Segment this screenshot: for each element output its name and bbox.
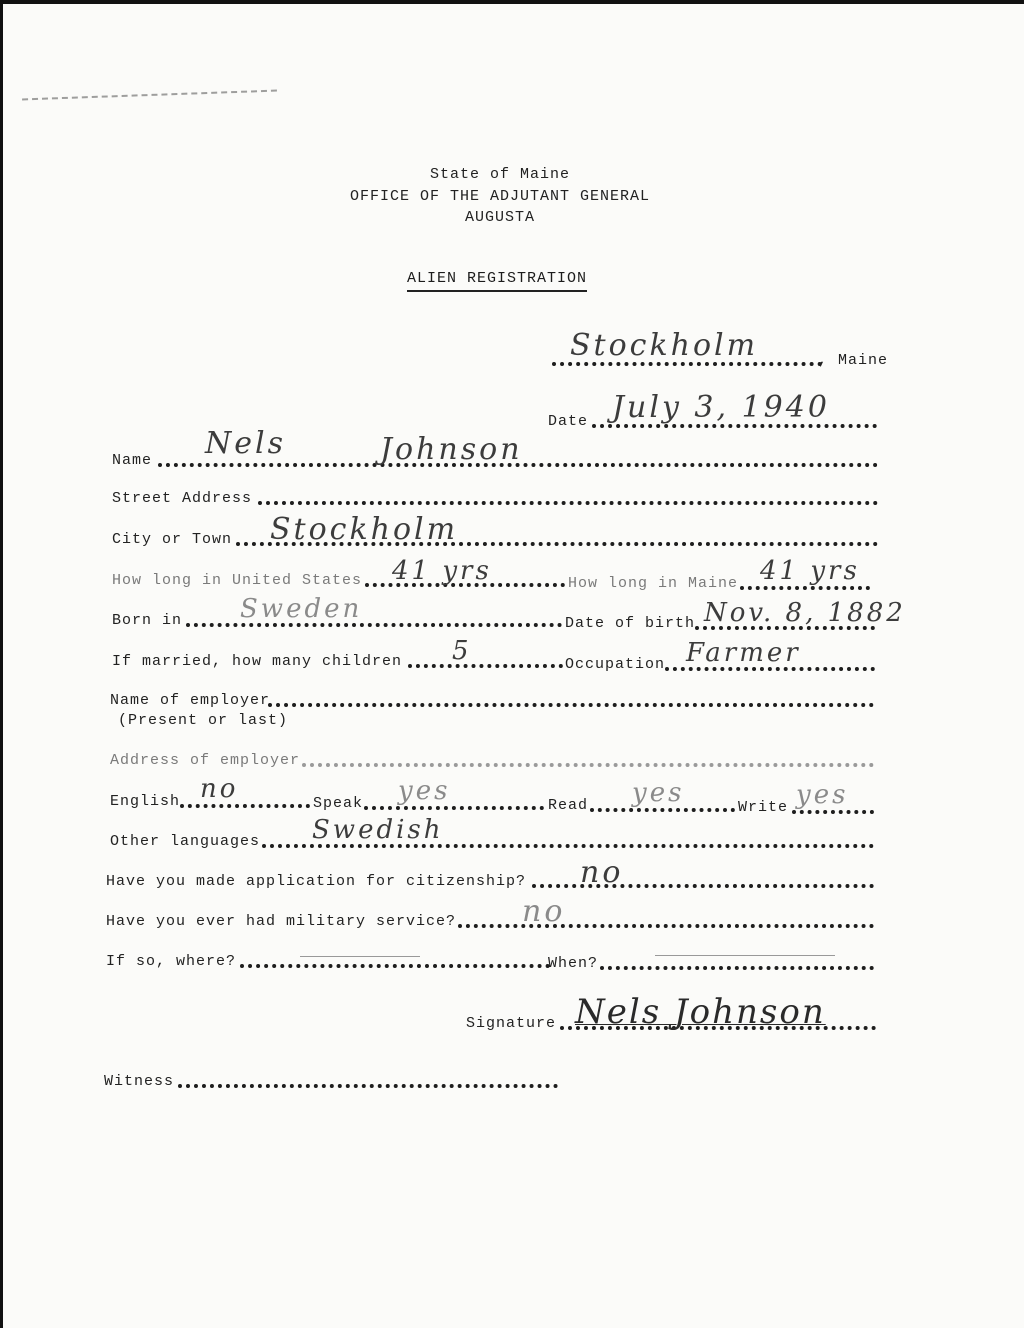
header-office: OFFICE OF THE ADJUTANT GENERAL — [349, 188, 651, 205]
first-name-entry: Nels — [205, 426, 286, 461]
city-entry: Stockholm — [270, 512, 459, 547]
date-entry: July 3, 1940 — [612, 390, 830, 425]
when-strike-line — [655, 955, 835, 956]
scan-top-edge — [0, 0, 1024, 4]
last-name-entry: Johnson — [380, 432, 523, 467]
signature-label: Signature — [466, 1015, 557, 1032]
read-entry: yes — [632, 778, 685, 808]
occupation-label: Occupation — [565, 656, 666, 673]
years-maine-entry: 41 yrs — [760, 556, 860, 586]
city-label: City or Town — [112, 531, 233, 548]
date-of-birth-label: Date of birth — [565, 615, 696, 632]
speak-dots — [364, 806, 544, 810]
employer-address-dots — [302, 763, 874, 767]
employer-address-label: Address of employer — [110, 752, 301, 769]
speak-entry: yes — [398, 776, 451, 806]
write-entry: yes — [796, 780, 849, 810]
years-us-entry: 41 yrs — [392, 556, 492, 586]
born-in-label: Born in — [112, 612, 183, 629]
town-entry: Stockholm — [570, 328, 759, 363]
date-label: Date — [548, 413, 589, 430]
street-address-label: Street Address — [112, 490, 253, 507]
occupation-entry: Farmer — [686, 638, 801, 668]
other-languages-entry: Swedish — [312, 815, 444, 845]
how-long-maine-dots — [740, 586, 870, 590]
military-question: Have you ever had military service? — [106, 913, 457, 930]
witness-dots — [178, 1084, 558, 1088]
employer-label: Name of employer — [110, 692, 271, 709]
born-in-entry: Sweden — [240, 594, 363, 624]
date-of-birth-entry: Nov. 8, 1882 — [704, 598, 906, 628]
other-languages-label: Other languages — [110, 833, 261, 850]
how-long-us-label: How long in United States — [112, 572, 363, 589]
where-dots — [240, 964, 550, 968]
english-entry: no — [200, 774, 239, 804]
when-dots — [600, 966, 874, 970]
scan-artifact-mark — [22, 90, 277, 101]
signature-entry: Nels Johnson — [575, 992, 826, 1032]
form-title: ALIEN REGISTRATION — [407, 270, 587, 292]
employer-dots — [268, 703, 874, 707]
read-dots — [590, 808, 735, 812]
header-state: State of Maine — [429, 166, 571, 183]
header-city: AUGUSTA — [464, 209, 535, 226]
english-label: English — [110, 793, 181, 810]
married-children-label: If married, how many children — [112, 653, 403, 670]
military-dots — [458, 924, 874, 928]
speak-label: Speak — [313, 795, 364, 812]
write-label: Write — [738, 799, 789, 816]
military-entry: no — [522, 894, 566, 929]
write-dots — [792, 810, 874, 814]
present-or-last-label: (Present or last) — [118, 712, 289, 729]
street-address-dots — [258, 501, 878, 505]
how-long-maine-label: How long in Maine — [568, 575, 739, 592]
children-entry: 5 — [452, 636, 472, 666]
if-so-where-label: If so, where? — [106, 953, 237, 970]
english-dots — [180, 804, 310, 808]
read-label: Read — [548, 797, 589, 814]
when-label: When? — [548, 955, 599, 972]
citizenship-question: Have you made application for citizenship? — [106, 873, 527, 890]
witness-label: Witness — [104, 1073, 175, 1090]
citizenship-entry: no — [580, 855, 624, 890]
state-suffix-label: , Maine — [818, 352, 889, 369]
where-strike-line — [300, 956, 420, 957]
children-dots — [408, 664, 563, 668]
name-label: Name — [112, 452, 153, 469]
